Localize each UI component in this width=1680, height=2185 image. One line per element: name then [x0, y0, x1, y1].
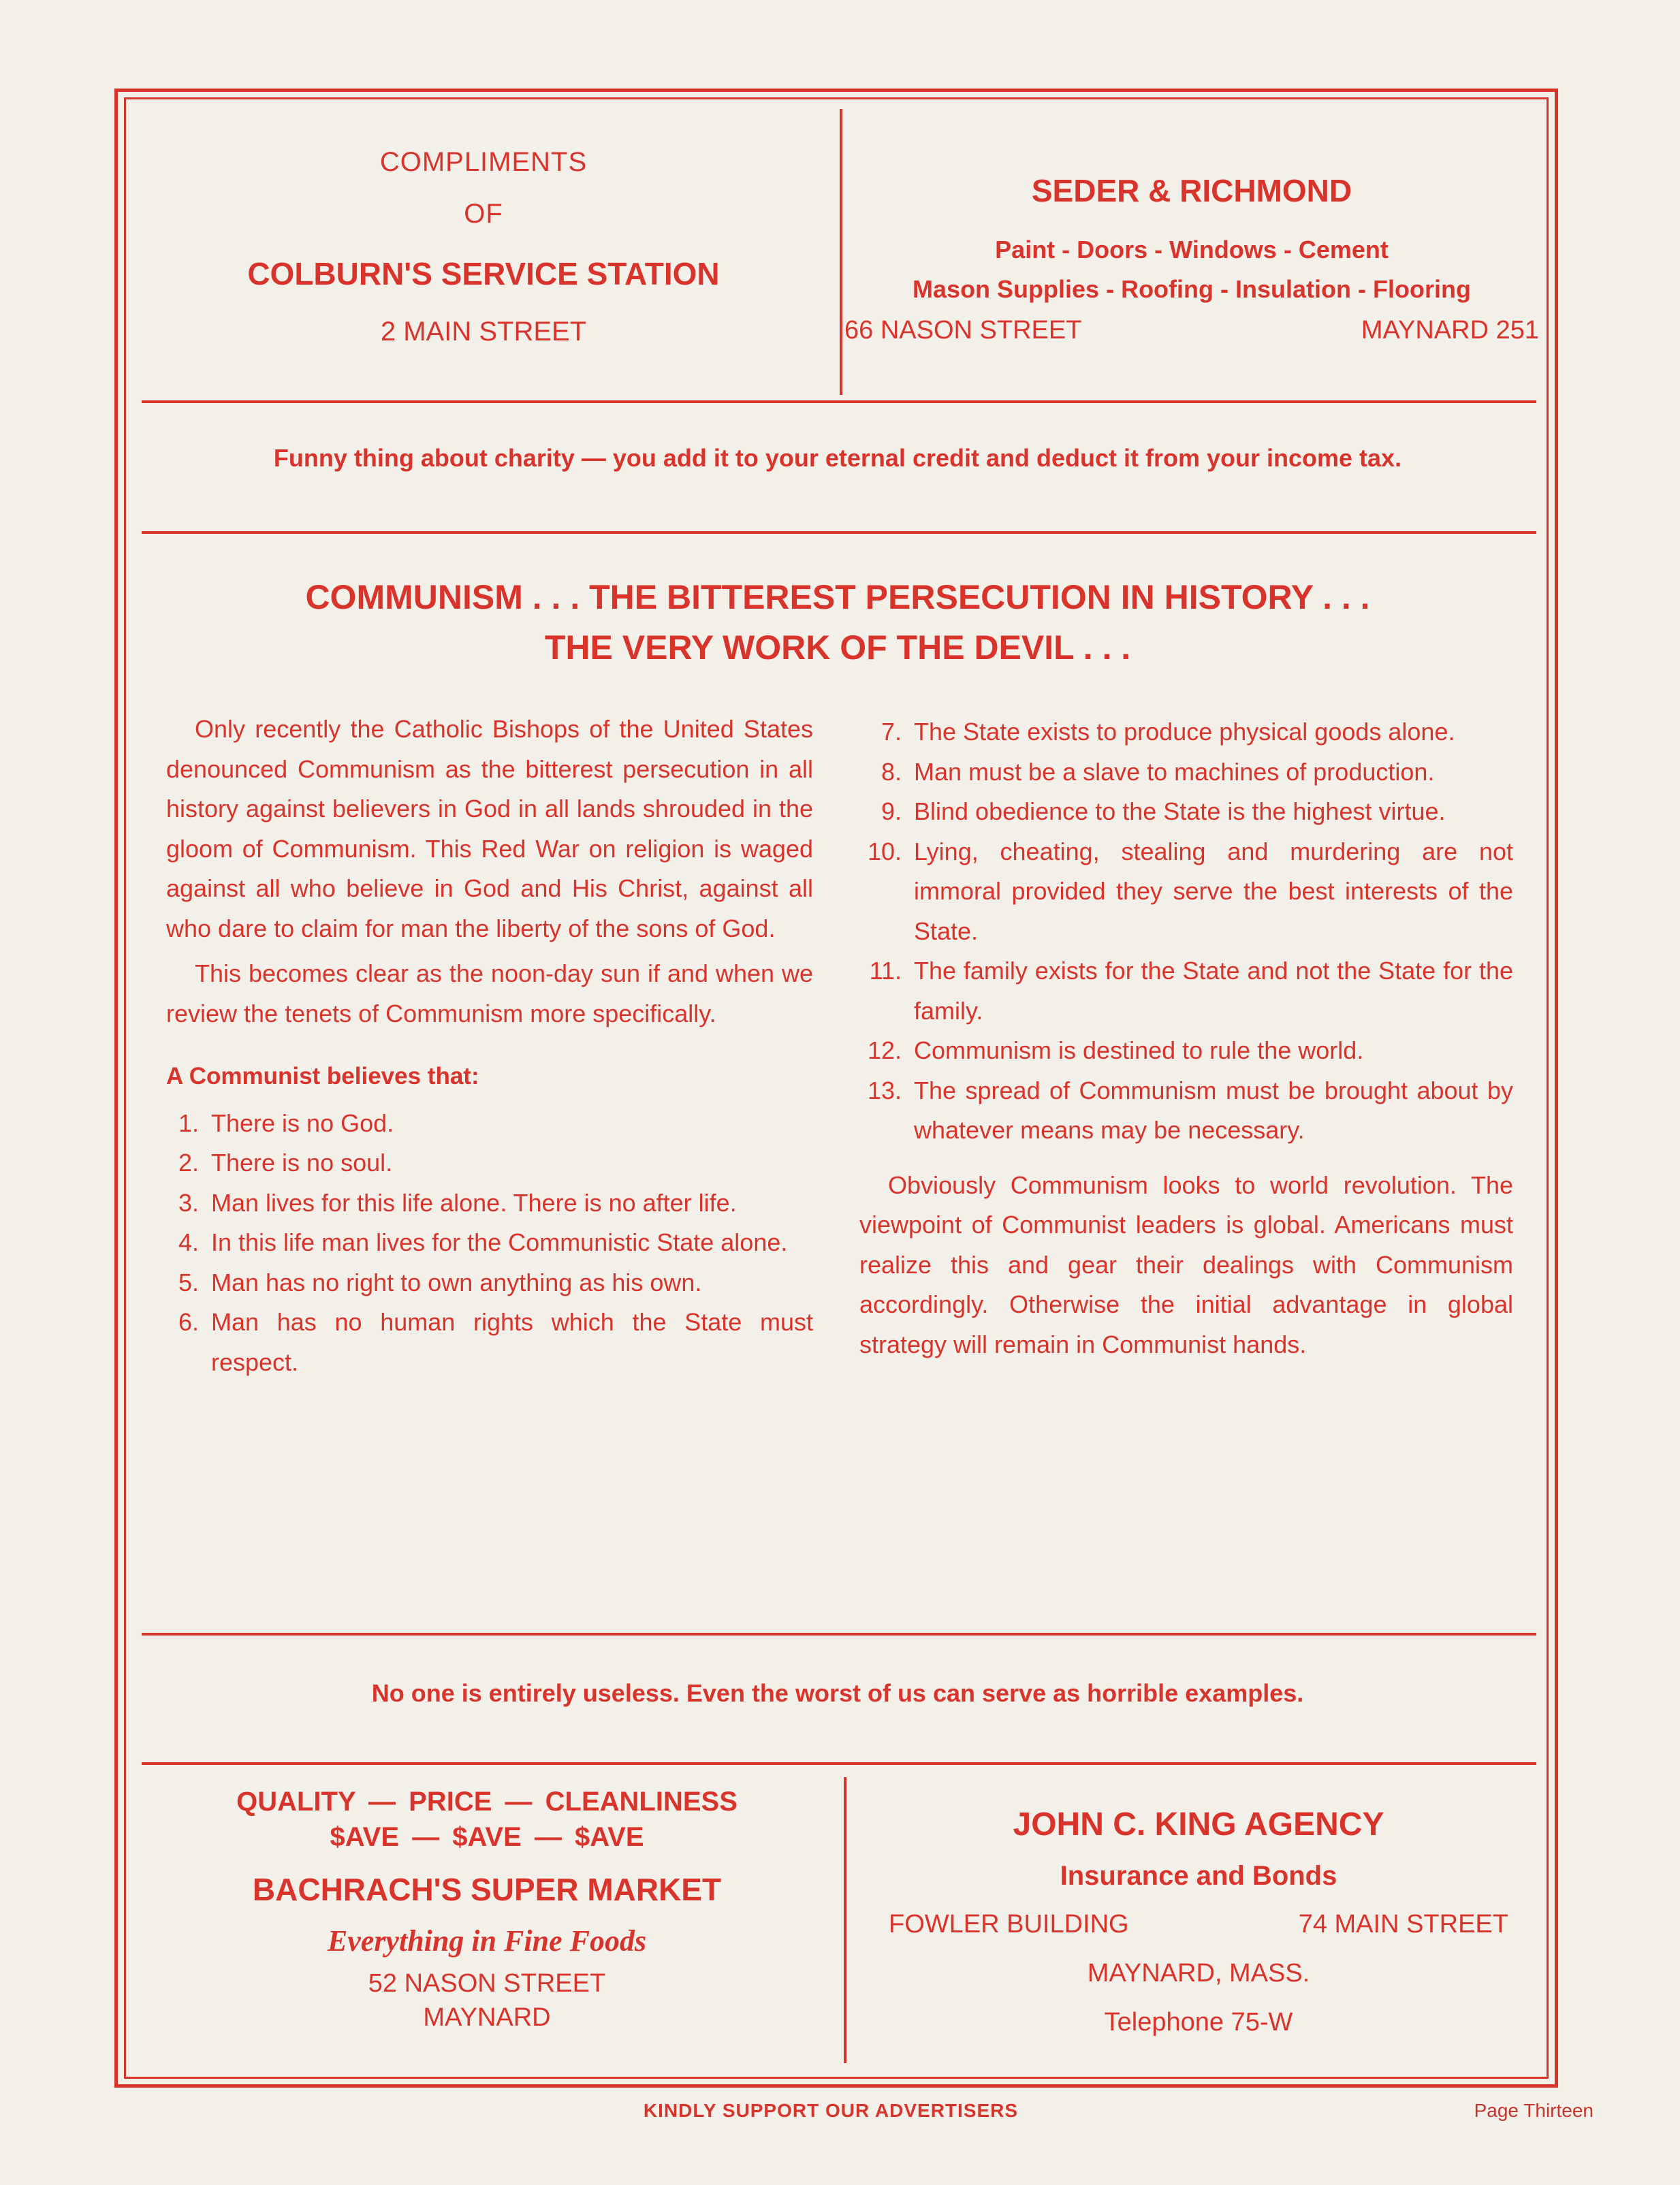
footer-slogan: KINDLY SUPPORT OUR ADVERTISERS — [643, 2100, 1019, 2121]
article-paragraph-3: Obviously Communism looks to world revolution. The viewpoint of Communist leaders is global. Americans must realize this and gear their dealings with Communism accordingly. Otherwise the initial advantage in global strategy will remain in Communist hands. — [859, 1170, 1513, 1358]
ad-king-address: 74 MAIN STREET — [1298, 1910, 1508, 1939]
ad-seder-address: 66 NASON STREET — [844, 316, 1082, 345]
ad-king-service: Insurance and Bonds — [1060, 1861, 1337, 1891]
ad-king-town: MAYNARD, MASS. — [1087, 1959, 1310, 1988]
ad-seder — [844, 163, 1539, 345]
divider-1 — [142, 400, 1536, 403]
ad-bachrach-line1: QUALITY — PRICE — CLEANLINESS — [236, 1787, 738, 1817]
article-paragraph-2: This becomes clear as the noon-day sun if and when we review the tenets of Communism more specifically. — [166, 959, 813, 1027]
list-item: 13. The spread of Communism must be brought about by whatever means may be necessary. — [867, 1076, 1513, 1144]
list-item: 5. Man has no right to own anything as his own. — [178, 1268, 702, 1296]
list-item: 7. The State exists to produce physical goods alone. — [881, 718, 1455, 746]
divider-2 — [142, 531, 1536, 534]
ad-colburn-name: COLBURN'S SERVICE STATION — [247, 256, 720, 291]
ad-bachrach-tagline: Everything in Fine Foods — [327, 1924, 647, 1958]
list-item: 8. Man must be a slave to machines of production. — [881, 757, 1435, 786]
article-heading-line1: COMMUNISM . . . THE BITTEREST PERSECUTION IN HISTORY . . . — [305, 578, 1370, 616]
ad-bachrach-line2: $AVE — $AVE — $AVE — [330, 1822, 644, 1852]
ad-bachrach-name: BACHRACH'S SUPER MARKET — [252, 1872, 722, 1907]
article-paragraph-1: Only recently the Catholic Bishops of the United States denounced Communism as the bitterest persecution in all history against believers in God in all lands shrouded in the gloom of Communism. This Red War on religion is waged against all who believe in God and His Christ, against all who dare to claim for man the liberty of the sons of God. — [166, 715, 813, 942]
article-heading-line2: THE VERY WORK OF THE DEVIL . . . — [544, 628, 1131, 667]
ad-colburn — [143, 136, 824, 355]
ad-bachrach-town: MAYNARD — [423, 2003, 551, 2032]
ad-seder-phone: MAYNARD 251 — [1361, 316, 1539, 345]
article-subheading: A Communist believes that: — [166, 1063, 479, 1089]
ad-seder-line1: Paint - Doors - Windows - Cement — [995, 236, 1389, 264]
ad-seder-line2: Mason Supplies - Roofing - Insulation - Flooring — [913, 275, 1471, 303]
list-item: 9. Blind obedience to the State is the highest virtue. — [881, 797, 1446, 825]
tenets-list-right — [859, 712, 1513, 1151]
list-item: 4. In this life man lives for the Communistic State alone. — [178, 1228, 788, 1256]
ad-seder-name: SEDER & RICHMOND — [1031, 173, 1352, 208]
bottom-divider — [844, 1777, 846, 2063]
ad-king-address-row — [861, 1900, 1536, 1949]
ad-bachrach-address: 52 NASON STREET — [368, 1969, 606, 1998]
page-number: Page Thirteen — [1474, 2100, 1594, 2121]
list-item: 12. Communism is destined to rule the world. — [867, 1036, 1364, 1064]
list-item: 10. Lying, cheating, stealing and murdering are not immoral provided they serve the best interests of the State. — [867, 837, 1513, 945]
ad-colburn-line1: COMPLIMENTS — [379, 147, 588, 177]
top-divider — [840, 109, 842, 395]
tenets-list-left — [166, 1104, 813, 1383]
article-left-column — [166, 709, 813, 1382]
article-right-column — [859, 712, 1513, 1365]
ad-king-name: JOHN C. KING AGENCY — [1013, 1806, 1384, 1843]
divider-3 — [142, 1633, 1536, 1636]
divider-4 — [142, 1762, 1536, 1765]
ad-seder-contact — [844, 316, 1539, 345]
list-item: 2. There is no soul. — [178, 1149, 393, 1177]
list-item: 11. The family exists for the State and not the State for the family. — [869, 957, 1513, 1025]
list-item: 1. There is no God. — [178, 1109, 394, 1137]
article-heading — [143, 572, 1532, 673]
ad-bachrach — [143, 1784, 831, 2035]
quote-useless: No one is entirely useless. Even the worst of us can serve as horrible examples. — [371, 1679, 1304, 1707]
ad-colburn-line2: OF — [464, 199, 503, 229]
ad-king — [861, 1798, 1536, 2047]
quote-charity: Funny thing about charity — you add it to your eternal credit and deduct it from your income tax. — [273, 444, 1402, 472]
ad-king-phone: Telephone 75-W — [1104, 2008, 1293, 2037]
ad-king-building: FOWLER BUILDING — [889, 1910, 1129, 1939]
list-item: 6. Man has no human rights which the State must respect. — [178, 1308, 813, 1376]
ad-colburn-address: 2 MAIN STREET — [380, 317, 587, 347]
list-item: 3. Man lives for this life alone. There is no after life. — [178, 1188, 737, 1217]
